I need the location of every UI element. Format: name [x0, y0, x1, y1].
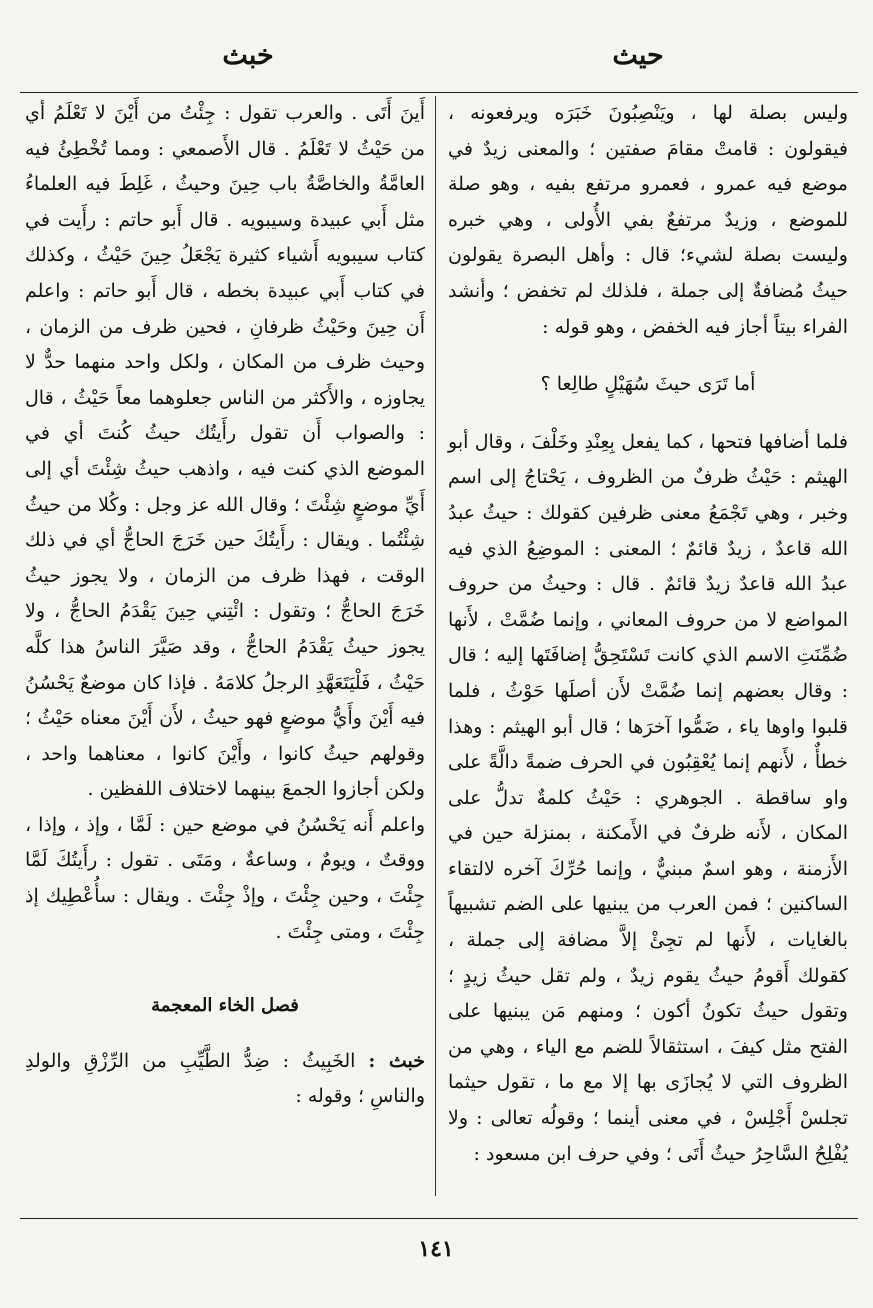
entry-headword: خبث : [368, 1049, 425, 1072]
header-rule [20, 92, 858, 93]
left-column [25, 96, 425, 1196]
page-number: ١٤١ [418, 1236, 454, 1262]
running-head-right: حيث [612, 40, 664, 71]
paragraph: أَينَ أَتَى . والعرب تقول : جِئْتُ من أَيْنَ لا تَعْلَمُ أي من حَيْثُ لا تَعْلَمُ . قال الأَصمعي : ومما تُخْطِئُ فيه العامَّةُ والخاصَّةُ باب حِينَ وحيثُ ، غَلِطَ فيه العلماءُ مثل أَبي عبيدة وسيبويه . قال أَبو حاتم : رأَيت في كتاب سيبويه أَشياء كثيرة يَجْعَلُ حِينَ حَيْثُ ، وكذلك في كتاب أَبي عبيدة بخطه ، قال أَبو حاتم : واعلم أَن حِينَ وحَيْثُ ظرفانِ ، فحين ظرف من الزمان ، وحيث ظرف من المكان ، ولكل واحد منهما حدٌّ لا يجاوزه ، والأَكثر من الناس جعلوهما معاً حَيْثُ ، قال : والصواب أَن تقول رأَيتُك حيثُ كُنتَ أي في الموضع الذي كنت فيه ، واذهب حيثُ شِئْتَ أي إلى أَيِّ موضعٍ شِئْتَ ؛ وقال الله عز وجل : وكُلا من حيثُ شِئْتُما . ويقال : رأَيتُكَ حين خَرَجَ الحاجُّ أي في ذلك الوقت ، فهذا ظرف من الزمان ، ولا يجوز حيثُ خَرَجَ الحاجُّ ؛ وتقول : ائْتِني حِينَ يَقْدَمُ الحاجُّ ، ولا يجوز حيثُ يَقْدَمُ الحاجُّ ، وقد صَيَّرَ الناسُ هذا كلَّه حَيْثُ ، فَلْيَتَعَهَّدِ الرجلُ كلامَهُ . فإذا كان موضعٌ يَحْسُنُ فيه أَيْنَ وأَيُّ موضعٍ فهو حيثُ ، لأَن أَيْنَ معناه حَيْثُ ؛ وقولهم حيثُ كانوا ، وأَيْنَ كانوا ، معناهما واحد ، ولكن أجازوا الجمعَ بينهما لاختلاف اللفظين . [25, 102, 425, 801]
running-head-left: خبث [222, 40, 274, 71]
column-divider [435, 96, 436, 1196]
paragraph: واعلم أَنه يَحْسُنُ في موضع حين : لَمَّا ، وإذ ، وإذا ، ووقتٌ ، ويومٌ ، وساعةٌ ، ومَتَى . تقول : رأَيتُكَ لَمَّا جِئْتَ ، وحين جِئْتَ ، وإذْ جِئْتَ . ويقال : سأُعْطِيك إذ جِئْتَ ، ومتى جِئْتَ . [25, 813, 425, 943]
verse-line: أما تَرَى حيثَ سُهَيْلٍ طالِعا ؟ [540, 373, 756, 396]
footer-rule [20, 1218, 858, 1219]
entry-text: الخَبِيثُ : ضِدُّ الطَّيِّبِ من الرِّزْقِ والولدِ والناسِ ؛ وقوله : [25, 1049, 425, 1108]
right-column [448, 96, 848, 1196]
paragraph: وليس بصلة لها ، ويَنْصِبُونَ خَبَرَه ويرفعونه ، فيقولون : قامتْ مقامَ صفتين ؛ والمعنى زيدٌ في موضع فيه عمرو ، فعمرو مرتفع بفيه ، وهو صلة للموضع ، وزيدٌ مرتفعٌ بفي الأُولى ، وهي خبره وليست بصلة لشيء؛ قال : وأهل البصرة يقولون حيثُ مُضافةٌ إلى جملة ، فلذلك لم تخفض ؛ وأنشد الفراء بيتاً أجاز فيه الخفض ، وهو قوله : [448, 102, 848, 338]
section-title: فصل الخاء المعجمة [151, 995, 299, 1017]
paragraph: فلما أضافها فتحها ، كما يفعل بِعِنْدِ وخَلْفَ ، وقال أبو الهيثم : حَيْثُ ظرفٌ من الظروف ، يَحْتاجُ إلى اسم وخبر ، وهي تَجْمَعُ معنى ظرفين كقولك : حيثُ عبدُ الله قاعدٌ ، زيدٌ قائمٌ ؛ المعنى : الموضِعُ الذي فيه عبدُ الله قاعدٌ زيدٌ قائمٌ . قال : وحيثُ من حروف المواضع لا من حروف المعاني ، وإنما ضُمَّتْ ، لأَنها ضُمِّنَتِ الاسم الذي كانت تَسْتَحِقُّ إضافَتَها إليه ؛ قال : وقال بعضهم إنما ضُمَّتْ لأَن أصلَها حَوْثُ ، فلما قلبوا واوها ياء ، ضَمُّوا آخرَها ؛ قال أبو الهيثم : وهذا خطأٌ ، لأَنهم إنما يُعْقِبُون في الحرف ضمةً دالَّةً على واو ساقطة . الجوهري : حَيْثُ كلمةٌ تدلُّ على المكان ، لأَنه ظرفٌ في الأَمكنة ، بمنزلة حين في الأَزمنة ، وهو اسمٌ مبنيٌّ ، وإنما حُرِّكَ آخره لالتقاء الساكنين ؛ فمن العرب من يبنيها على الضم تشبيهاً بالغايات ، لأَنها لم تجِئْ إلاَّ مضافة إلى جملة ، كقولك أَقومُ حيثُ يقوم زيدٌ ، ولم تقل حيثُ زيدٍ ؛ وتقول حيثُ تكونُ أكون ؛ ومنهم مَن يبنيها على الفتح مثل كيفَ ، استثقالاً للضم مع الياء ، وهي من الظروف التي لا يُجازَى بها إلا مع ما ، تقول حيثما تجلسْ أَجْلِسْ ، في معنى أينما ؛ وقولُه تعالى : ولا يُفْلِحُ السَّاحِرُ حيثُ أَتَى ؛ وفي حرف ابن مسعود : [448, 430, 848, 1165]
dictionary-entry [25, 1044, 425, 1115]
